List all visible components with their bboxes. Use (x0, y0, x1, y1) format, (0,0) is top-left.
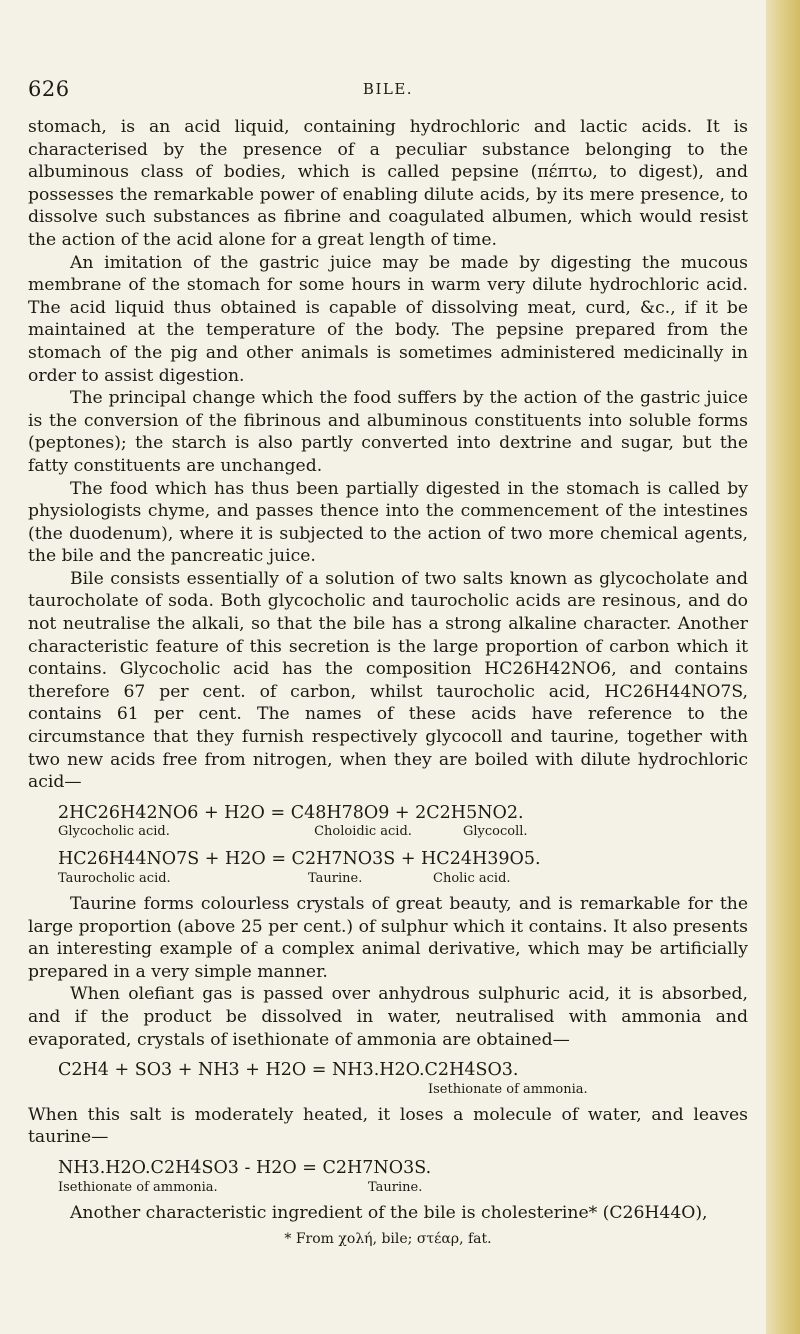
equation-2 (58, 848, 748, 887)
paragraph-9: Another characteristic ingredient of the bile is cholesterine* (C26H44O), (70, 1202, 708, 1223)
equation-2-labels (58, 871, 748, 887)
paragraph-6: Taurine forms colourless crystals of great beauty, and is remarkable for the large proportion (above 25 per cent.) of sulphur which it contains. It also presents an interesting example of a complex animal derivative, which may be artificially prepared in a very simple manner. (28, 894, 748, 982)
equation-2-label-1: Taurocholic acid. (58, 871, 171, 886)
page-body (28, 116, 748, 1251)
equation-4-formula: NH3.H2O.C2H4SO3 - H2O = C2H7NO3S. (58, 1157, 432, 1178)
paragraph-1: stomach, is an acid liquid, containing hydrochloric and lactic acids. It is characterised by the presence of a peculiar substance belonging to the albuminous class of bodies, which is called pepsine (πέπτω, to digest), and possesses the remarkable power of enabling dilute acids, by its mere presence, to dissolve such substances as fibrine and coagulated albumen, which would resist the action of the acid alone for a great length of time. (28, 117, 748, 250)
equation-2-label-2: Taurine. (308, 871, 363, 886)
paragraph-5: Bile consists essentially of a solution of two salts known as glycocholate and taurocholate of soda. Both glycocholic and taurocholic acids are resinous, and do not neutralise the alkali, so that the bile has a strong alkaline character. Another characteristic feature of this secretion is the large proportion of carbon which it contains. Glycocholic acid has the composition HC26H42NO6, and contains therefore 67 per cent. of carbon, whilst taurocholic acid, HC26H44NO7S, contains 61 per cent. The names of these acids have reference to the circumstance that they furnish respectively glycocoll and taurine, together with two new acids free from nitrogen, when they are boiled with dilute hydrochloric acid— (28, 568, 748, 793)
equation-3-formula: C2H4 + SO3 + NH3 + H2O = NH3.H2O.C2H4SO3. (58, 1060, 519, 1081)
equation-3 (58, 1059, 748, 1098)
equation-1-formula: 2HC26H42NO6 + H2O = C48H78O9 + 2C2H5NO2. (58, 802, 524, 823)
equation-4-label-1: Isethionate of ammonia. (58, 1179, 218, 1195)
equation-4-labels (58, 1180, 748, 1196)
paragraph-4: The food which has thus been partially digested in the stomach is called by physiologists chyme, and passes thence into the commencement of the intestines (the duodenum), where it is subjected to the action of two more chemical agents, the bile and the pancreatic juice. (28, 478, 748, 567)
page-header (28, 78, 748, 106)
equation-1-label-1: Glycocholic acid. (58, 824, 170, 840)
equation-1 (58, 802, 748, 841)
page-edge (766, 0, 800, 1334)
paragraph-3: The principal change which the food suffers by the action of the gastric juice is the conversion of the fibrinous and albuminous constituents into soluble forms (peptones); the starch is also partly converted into dextrine and sugar, but the fatty constituents are unchanged. (28, 388, 748, 476)
equation-3-labels (58, 1082, 748, 1098)
equation-4 (58, 1157, 748, 1196)
paragraph-2: An imitation of the gastric juice may be made by digesting the mucous membrane of the stomach for some hours in warm very dilute hydrochloric acid. The acid liquid thus obtained is capable of dissolving meat, curd, &c., if it be maintained at the temperature of the body. The pepsine prepared from the stomach of the pig and other animals is sometimes administered medicinally in order to assist digestion. (28, 252, 748, 386)
paragraph-7: When olefiant gas is passed over anhydrous sulphuric acid, it is absorbed, and if the product be dissolved in water, neutralised with ammonia and evaporated, crystals of isethionate of ammonia are obtained— (28, 984, 748, 1050)
running-head: BILE. (362, 80, 414, 98)
paragraph-8: When this salt is moderately heated, it loses a molecule of water, and leaves taurine— (28, 1104, 748, 1148)
equation-1-label-3: Glycocoll. (463, 824, 528, 840)
footnote: * From χολή, bile; στέαρ, fat. (284, 1231, 492, 1248)
page-number: 626 (28, 77, 70, 101)
equation-4-label-2: Taurine. (368, 1179, 423, 1195)
equation-1-labels (58, 824, 748, 840)
equation-3-label-1: Isethionate of ammonia. (428, 1081, 588, 1097)
equation-1-label-2: Choloidic acid. (314, 824, 412, 840)
equation-2-formula: HC26H44NO7S + H2O = C2H7NO3S + HC24H39O5. (58, 849, 541, 870)
equation-2-label-3: Cholic acid. (433, 871, 511, 886)
